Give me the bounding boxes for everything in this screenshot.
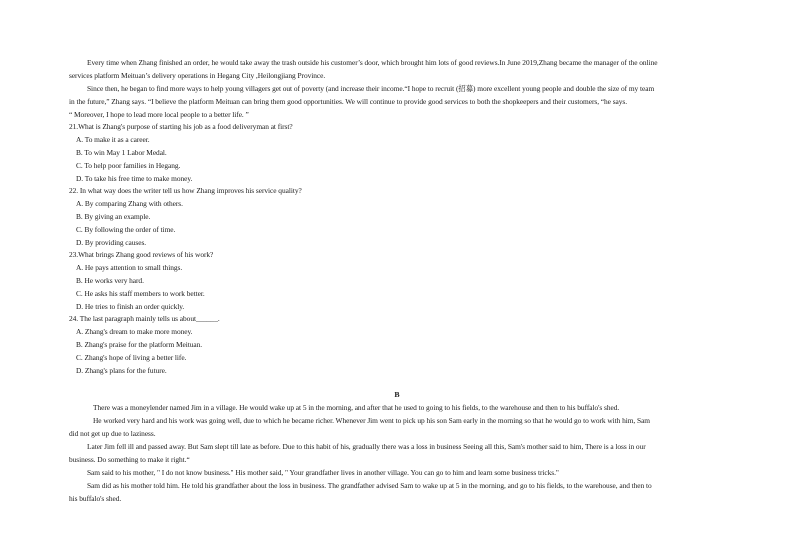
question-23-stem: 23.What brings Zhang good reviews of his work? xyxy=(69,250,214,259)
question-24-option-a: A. Zhang's dream to make more money. xyxy=(76,327,193,336)
question-21-option-c: C. To help poor families in Hegang. xyxy=(76,161,181,170)
para2-line-3: “ Moreover, I hope to lead more local people to a better life. ” xyxy=(69,110,249,119)
question-21-option-b: B. To win May 1 Labor Medal. xyxy=(76,148,167,157)
section-b-line-4: Later Jim fell ill and passed away. But Sam slept till late as before. Due to this habit of his, gradually there was a loss in business Seeing all this, Sam's mother said to him, There is a loss in our xyxy=(87,442,646,451)
question-23-option-b: B. He works very hard. xyxy=(76,276,144,285)
question-23-option-a: A. He pays attention to small things. xyxy=(76,263,183,272)
para1-line-1: Every time when Zhang finished an order, he would take away the trash outside his customer’s door, which brought him lots of good reviews.In June 2019,Zhang became the manager of the online xyxy=(87,58,658,67)
section-b-line-2: He worked very hard and his work was going well, due to which he became richer. Whenever Jim went to pick up his son Sam early in the morning so that he would go to work with him, Sam xyxy=(93,416,651,425)
question-22-option-c: C. By following the order of time. xyxy=(76,225,176,234)
question-24-option-d: D. Zhang's plans for the future. xyxy=(76,366,167,375)
question-23-option-c: C. He asks his staff members to work better. xyxy=(76,289,205,298)
question-23-option-d: D. He tries to finish an order quickly. xyxy=(76,302,185,311)
question-22-option-d: D. By providing causes. xyxy=(76,238,147,247)
para1-line-2: services platform Meituan’s delivery operations in Hegang City ,Heilongjiang Province. xyxy=(69,71,326,80)
question-24-option-b: B. Zhang's praise for the platform Meituan. xyxy=(76,340,203,349)
question-21-stem: 21.What is Zhang's purpose of starting his job as a food deliveryman at first? xyxy=(69,122,293,131)
question-24-option-c: C. Zhang's hope of living a better life. xyxy=(76,353,187,362)
para2-line-2: in the future,” Zhang says. “I believe the platform Meituan can bring them good opportunities. We will continue to provide good services to both the shopkeepers and their customers, “he says. xyxy=(69,97,628,106)
section-b-line-8: his buffalo's shed. xyxy=(69,494,122,503)
question-22-option-a: A. By comparing Zhang with others. xyxy=(76,199,183,208)
section-b-line-1: There was a moneylender named Jim in a village. He would wake up at 5 in the morning, and after that he used to going to his fields, to the warehouse and then to his buffalo's shed. xyxy=(93,403,620,412)
section-b-line-3: did not get up due to laziness. xyxy=(69,429,156,438)
question-21-option-d: D. To take his free time to make money. xyxy=(76,174,193,183)
section-b-line-5: business. Do something to make it right.“ xyxy=(69,455,190,464)
section-b-line-7: Sam did as his mother told him. He told his grandfather about the loss in business. The grandfather advised Sam to wake up at 5 in the morning, and go to his fields, to the warehouse, and then to xyxy=(87,481,652,490)
question-22-stem: 22. In what way does the writer tell us how Zhang improves his service quality? xyxy=(69,186,302,195)
question-22-option-b: B. By giving an example. xyxy=(76,212,151,221)
question-24-stem: 24. The last paragraph mainly tells us about______. xyxy=(69,314,220,323)
section-b-line-6: Sam said to his mother, " I do not know business." His mother said, " Your grandfather lives in another village. You can go to him and learn some business tricks." xyxy=(87,468,559,477)
section-b-title: B xyxy=(394,390,400,399)
para2-line-1: Since then, he began to find more ways to help young villagers get out of poverty (and increase their income.“I hope to recruit (招募) more excellent young people and double the size of my team xyxy=(87,84,655,93)
question-21-option-a: A. To make it as a career. xyxy=(76,135,150,144)
